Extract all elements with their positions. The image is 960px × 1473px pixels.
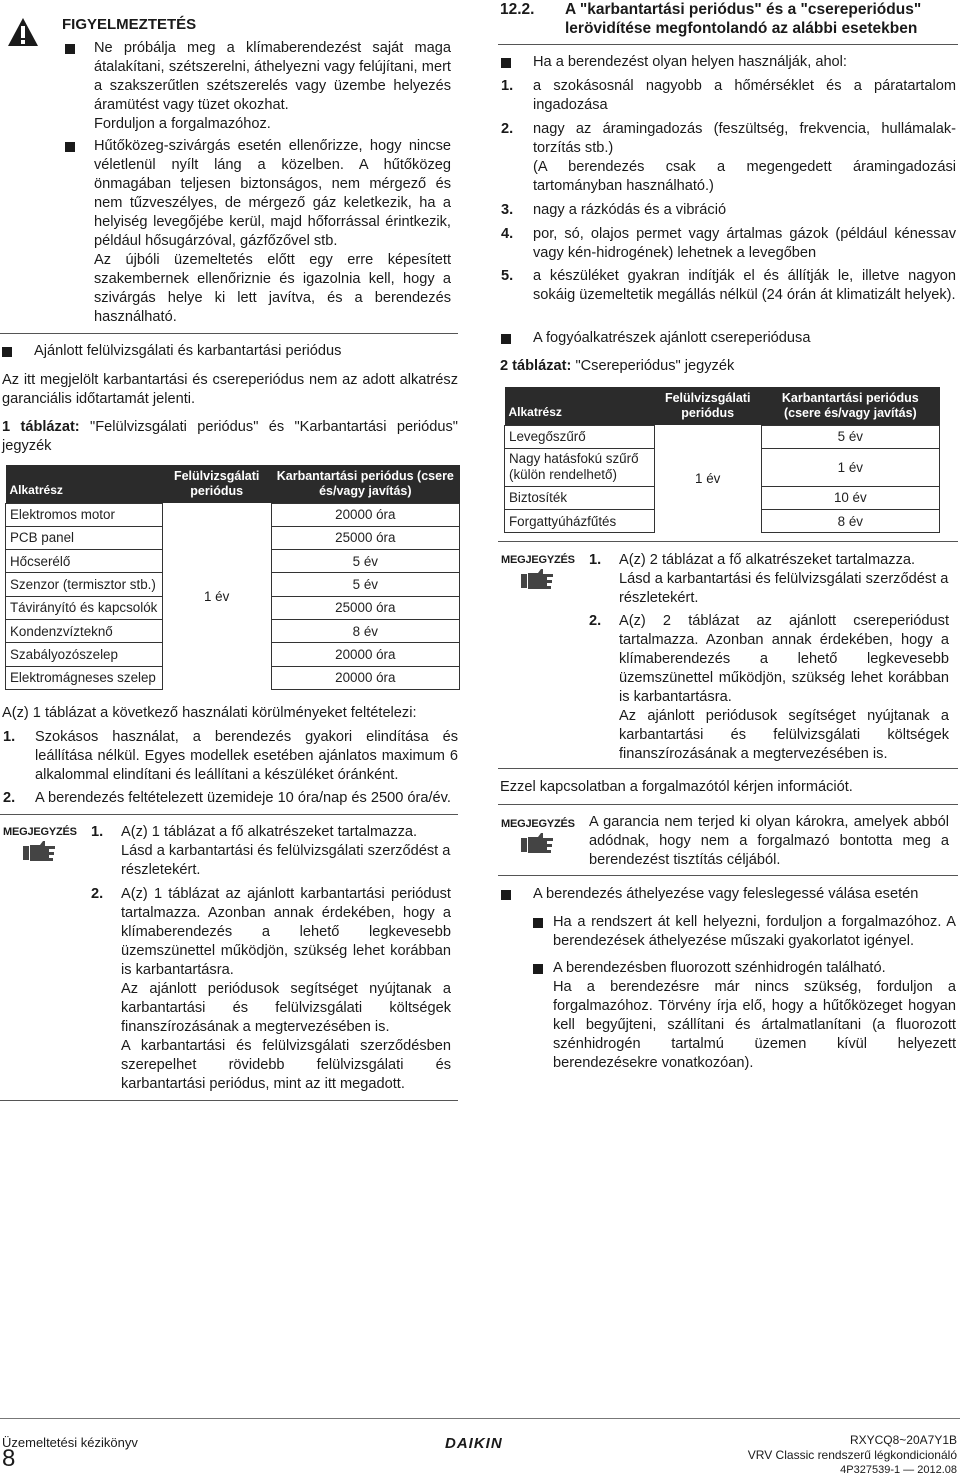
table-header-row: [6, 465, 460, 503]
bullet-icon: [501, 334, 511, 344]
condition-2: nagy az áramingadozás (feszültség, frekvencia, hullámalaktorzítás stb.) (A berendezés csak a megengedett áramingadozási tartományban használható.): [533, 121, 956, 194]
list-number: 5.: [501, 268, 514, 284]
section-title: A "karbantartási periódus" és a "csereperiódus" lerövidítése megfontolandó az alábbi esetekben: [565, 1, 922, 37]
note1-item-1: A(z) 1 táblázat a fő alkatrészeket tartalmazza. Lásd a karbantartási és felülvizsgálati szerződést a részletekért.: [121, 824, 451, 878]
table-row: Biztosíték 10 év: [505, 486, 940, 509]
list-number: 4.: [501, 226, 514, 242]
divider: [498, 541, 958, 542]
condition-4: por, só, olajos permet vagy ártalmas gázok (például kénessav vagy kén-hidrogének) lehetnek a levegőben: [533, 226, 956, 261]
footer-divider: [0, 1418, 960, 1419]
section-heading-maintenance: Ajánlott felülvizsgálati és karbantartási periódus: [34, 343, 342, 359]
footer-model-info: RXYCQ8~20A7Y1B VRV Classic rendszerű légkondicionáló 4P327539-1 — 2012.08: [747, 1433, 957, 1473]
bullet-icon: [65, 142, 75, 152]
table-row: Hőcserélő 5 év: [6, 550, 460, 573]
relocation-heading: A berendezés áthelyezése vagy feleslegessé válása esetén: [533, 886, 919, 902]
column-header-part: Alkatrész: [6, 465, 163, 503]
bullet-icon: [533, 964, 543, 974]
bullet-icon: [501, 58, 511, 68]
condition-3: nagy a rázkódás és a vibráció: [533, 202, 727, 218]
table2: [504, 387, 940, 533]
bullet-icon: [533, 918, 543, 928]
divider: [498, 44, 958, 45]
list-number: 2.: [3, 790, 16, 806]
assumption-2: A berendezés feltételezett üzemideje 10 óra/nap és 2500 óra/év.: [35, 790, 451, 806]
table-row: Elektromos motor 1 év 20000 óra: [6, 503, 460, 526]
inspection-period-cell: 1 év: [204, 588, 230, 604]
warning-title: FIGYELMEZTETÉS: [62, 16, 197, 33]
table-row: Nagy hatásfokú szűrő (külön rendelhető) 1 év: [505, 448, 940, 486]
divider: [0, 1100, 458, 1101]
table-row: Levegőszűrő 1 év 5 év: [505, 425, 940, 448]
note-label: MEGJEGYZÉS: [501, 554, 575, 566]
inspection-period-cell: 1 év: [695, 471, 721, 487]
table1-caption: 1 táblázat: "Felülvizsgálati periódus" és "Karbantartási periódus" jegyzék: [2, 419, 458, 454]
note-label: MEGJEGYZÉS: [3, 826, 77, 838]
divider: [0, 814, 458, 815]
column-header-inspection: Felülvizsgálati periódus: [654, 387, 761, 425]
list-number: 1.: [3, 729, 16, 745]
divider: [498, 875, 958, 876]
assumption-1: Szokásos használat, a berendezés gyakori elindítása és leállítása nélkül. Egyes modellek esetében ajánlatos maximum 6 alkalommal elindítani és leállítani a készüléket óránként.: [35, 729, 458, 783]
warranty-note: A garancia nem terjed ki olyan károkra, amelyek abból adódnak, hogy nem a forgalmazó bontotta meg a berendezést tisztítás céljából.: [589, 814, 949, 868]
table1: [5, 465, 460, 690]
warning-paragraph-2: Hűtőközeg-szivárgás esetén ellenőrizze, hogy nincse véletlenül nyílt láng a közelben. A hűtőközeg önmagában teljesen biztonságos, nem mérgező és nem tűzveszélyes, de mérgező gáz keletkezik, ha a helyiség levegőjébe kerül, majd hőforrással érintkezik, például hősugárzóval, gázfőzővel stb. Az újbóli üzemeltetés előtt egy erre képesített szakembernek ellenőriznie és igazolnia kell, hogy a szivárgás helye ki lett javítva, és a berendezés használható.: [94, 138, 451, 325]
table-row: Forgattyúházfűtés 8 év: [505, 510, 940, 533]
note2-item-1: A(z) 2 táblázat a fő alkatrészeket tartalmazza. Lásd a karbantartási és felülvizsgálati szerződést a részletekért.: [619, 552, 949, 606]
bullet-icon: [65, 44, 75, 54]
note1-item-2: A(z) 1 táblázat az ajánlott karbantartási periódust tartalmazza. Azonban annak érdekében, hogy a klímaberendezés a lehető legkevesebb üzemszünettel működjön, szükség lehet korábban is karbantartásra. Az ajánlott periódusok segítséget nyújtanak a karbantartási és felülvizsgálati költségek finanszírozásának a megtervezésében is. A karbantartási és felülvizsgálati szerződésben szerepelhet rövidebb felülvizsgálati és karbantartási periódus, mint az itt megadott.: [121, 886, 451, 1092]
assumptions-intro: A(z) 1 táblázat a következő használati körülményeket feltételezi:: [2, 705, 417, 721]
page-number: 8: [2, 1445, 16, 1472]
warning-triangle-icon: [6, 16, 40, 48]
footer-manual-title: Üzemeltetési kézikönyv: [2, 1435, 138, 1450]
table-row: Kondenzvízteknő 8 év: [6, 619, 460, 642]
table-row: Távirányító és kapcsolók 25000 óra: [6, 596, 460, 619]
list-number: 1.: [501, 78, 514, 94]
pointing-hand-icon: [520, 832, 554, 854]
table-row: Szabályozószelep 20000 óra: [6, 643, 460, 666]
table-row: PCB panel 25000 óra: [6, 526, 460, 549]
column-header-maintenance: Karbantartási periódus (csere és/vagy javítás): [761, 387, 939, 425]
table-row: Elektromágneses szelep 20000 óra: [6, 666, 460, 689]
table2-caption: 2 táblázat: "Csereperiódus" jegyzék: [500, 358, 735, 374]
bullet-icon: [501, 890, 511, 900]
relocation-bullet-2: A berendezésben fluorozott szénhidrogén található. Ha a berendezésre már nincs szükség, forduljon a forgalmazóhoz. Törvény írja elő, hogy a hűtőközeget hogyan kell begyűjteni, szállítani és ártalmatlanítani (a fluorozott szénhidrogén tartalmú üzemen kívül helyezett berendezésekre vonatkozóan).: [553, 960, 956, 1071]
conditions-lead: Ha a berendezést olyan helyen használják, ahol:: [533, 54, 847, 70]
contact-text: Ezzel kapcsolatban a forgalmazótól kérjen információt.: [500, 779, 853, 795]
divider: [498, 804, 958, 805]
list-number: 2.: [501, 121, 514, 137]
pointing-hand-icon: [520, 568, 554, 590]
note2-item-2: A(z) 2 táblázat az ajánlott csereperiódust tartalmazza. Azonban annak érdekében, hogy a klímaberendezés a lehető legkevesebb üzemszünettel működjön, szükség lehet korábban is karbantartásra. Az ajánlott periódusok segítséget nyújtanak a karbantartási és felülvizsgálati költségek finanszírozásának a megtervezésében is.: [619, 613, 949, 762]
note-label: MEGJEGYZÉS: [501, 818, 575, 830]
list-number: 1.: [589, 552, 602, 568]
condition-5: a készüléket gyakran indítják el és állítják le, illetve nagyon sokáig üzemeltetik megállás nélkül (24 órán át klimatizált helyek).: [533, 268, 956, 303]
table-header-row: [505, 387, 940, 425]
bullet-icon: [2, 347, 12, 357]
column-header-part: Alkatrész: [505, 387, 655, 425]
table-row: Szenzor (termisztor stb.) 5 év: [6, 573, 460, 596]
list-number: 3.: [501, 202, 514, 218]
daikin-logo: DAIKIN: [445, 1435, 503, 1452]
warning-paragraph-1: Ne próbálja meg a klímaberendezést saját maga átalakítani, szétszerelni, áthelyezni vagy felújítani, mert a szakszerűtlen szétszerelés vagy üzembe helyezés áramütést vagy tüzet okozhat. Forduljon a forgalmazóhoz.: [94, 40, 451, 132]
list-number: 1.: [91, 824, 104, 840]
divider: [498, 768, 958, 769]
wear-parts-heading: A fogyóalkatrészek ajánlott csereperiódusa: [533, 330, 811, 346]
divider: [0, 333, 458, 334]
section-number: 12.2.: [500, 1, 535, 18]
column-header-maintenance: Karbantartási periódus (csere és/vagy javítás): [271, 465, 459, 503]
list-number: 2.: [91, 886, 104, 902]
maintenance-intro: Az itt megjelölt karbantartási és csereperiódus nem az adott alkatrész garanciális időtartamát jelenti.: [2, 372, 458, 407]
column-header-inspection: Felülvizsgálati periódus: [162, 465, 271, 503]
list-number: 2.: [589, 613, 602, 629]
relocation-bullet-1: Ha a rendszert át kell helyezni, forduljon a forgalmazóhoz. A berendezések áthelyezése műszaki gyakorlatot igényel.: [553, 914, 956, 949]
condition-1: a szokásosnál nagyobb a hőmérséklet és a páratartalom ingadozása: [533, 78, 956, 113]
pointing-hand-icon: [22, 840, 56, 862]
